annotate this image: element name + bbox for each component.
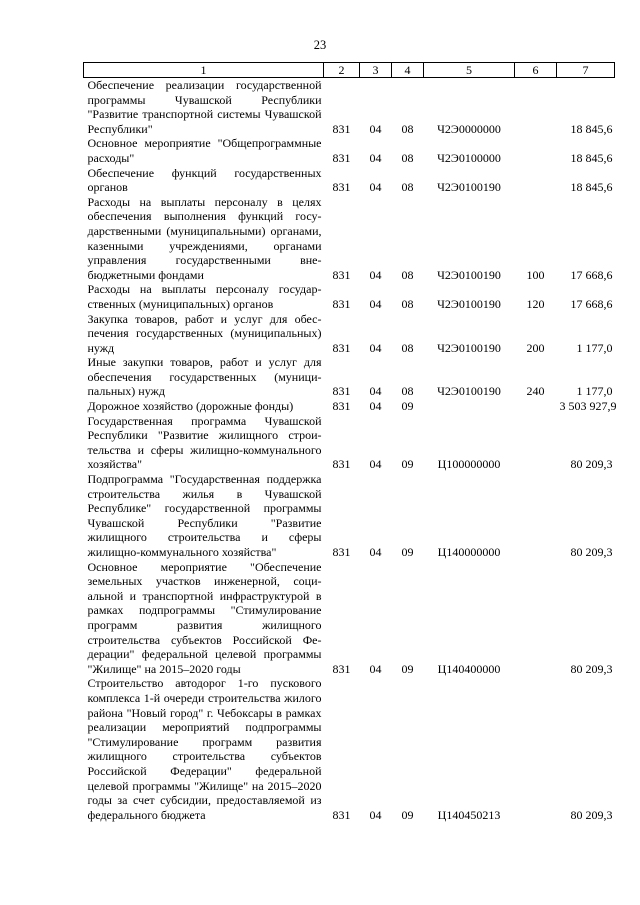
row-target-article: Ч2Э0100190 bbox=[437, 384, 501, 399]
row-amount: 1 177,0 bbox=[576, 384, 613, 399]
row-expense-type bbox=[515, 560, 557, 677]
row-section-code: 04 bbox=[369, 180, 382, 195]
col-header-5: 5 bbox=[424, 63, 515, 78]
row-target-article: Ц140450213 bbox=[437, 807, 501, 822]
row-section-code: 04 bbox=[369, 661, 382, 676]
row-subsection-code: 08 bbox=[401, 384, 414, 399]
row-name: Дорожное хозяйство (дорожные фонды) bbox=[87, 399, 294, 414]
row-name: Расходы на выплаты персоналу государственных (муниципальных) органов bbox=[87, 282, 322, 311]
row-section-code: 04 bbox=[369, 267, 382, 282]
table-row bbox=[84, 399, 615, 414]
row-name: Подпрограмма "Государственная поддержка строительства жилья в Чувашской Республике" государственной программы Чувашской Республики "Развитие жилищного строительства и сферы жилищно-коммунального хозяйства" bbox=[87, 472, 322, 559]
col-header-3: 3 bbox=[360, 63, 392, 78]
col-header-1: 1 bbox=[84, 63, 324, 78]
row-subsection-code: 09 bbox=[401, 545, 414, 559]
row-section-code: 04 bbox=[369, 807, 382, 822]
row-section-code: 04 bbox=[369, 457, 382, 472]
row-target-article: Ц100000000 bbox=[437, 457, 501, 472]
row-target-article: Ч2Э0100000 bbox=[437, 150, 501, 165]
row-section-code: 04 bbox=[369, 340, 382, 355]
row-target-article bbox=[424, 399, 515, 414]
row-amount: 17 668,6 bbox=[570, 296, 613, 311]
table-row bbox=[84, 136, 615, 165]
row-subsection-code: 08 bbox=[401, 121, 414, 136]
row-target-article: Ч2Э0000000 bbox=[437, 121, 501, 136]
row-name: Закупка товаров, работ и услуг для обеспечения государственных (муниципальных) нужд bbox=[87, 311, 322, 355]
row-ministry-code: 831 bbox=[332, 545, 351, 559]
row-target-article: Ц140000000 bbox=[437, 545, 501, 559]
row-section-code: 04 bbox=[369, 150, 382, 165]
row-subsection-code: 08 bbox=[401, 150, 414, 165]
budget-table bbox=[83, 62, 615, 822]
row-section-code: 04 bbox=[369, 384, 382, 399]
table-row bbox=[84, 560, 615, 677]
row-name: Расходы на выплаты персоналу в целях обеспечения выполнения функций государственными (муниципальными) органами, казенными учреждениями, органами управления государственными внебюджетными фондами bbox=[87, 194, 322, 282]
row-amount: 18 845,6 bbox=[570, 150, 613, 165]
row-target-article: Ч2Э0100190 bbox=[437, 267, 501, 282]
table-row bbox=[84, 676, 615, 822]
row-section-code: 04 bbox=[369, 121, 382, 136]
row-ministry-code: 831 bbox=[332, 267, 351, 282]
row-name: Строительство автодорог 1-го пускового комплекса 1-й очереди строительства жилого района "Новый город" г. Чебоксары в рамках реализации мероприятий подпрограммы "Стимулирование программ развития жилищного строительства субъектов Российской Федерации" федеральной целевой программы "Жилище" на 2015–2020 годы за счет субсидии, предоставляемой из федерального бюджета bbox=[87, 676, 322, 822]
row-amount: 18 845,6 bbox=[570, 180, 613, 195]
row-amount: 17 668,6 bbox=[570, 267, 613, 282]
row-amount: 80 209,3 bbox=[570, 457, 613, 472]
row-name: Обеспечение реализации государственной программы Чувашской Республики "Развитие транспортной системы Чувашской Республики" bbox=[87, 78, 322, 136]
row-subsection-code: 08 bbox=[401, 180, 414, 195]
row-ministry-code: 831 bbox=[332, 150, 351, 165]
row-expense-type: 200 bbox=[526, 340, 545, 355]
row-expense-type bbox=[515, 676, 557, 822]
row-ministry-code: 831 bbox=[332, 661, 351, 676]
row-amount: 3 503 927,9 bbox=[559, 399, 617, 414]
row-ministry-code: 831 bbox=[332, 807, 351, 822]
row-section-code: 04 bbox=[369, 296, 382, 311]
row-section-code: 04 bbox=[369, 399, 382, 414]
row-expense-type bbox=[515, 136, 557, 165]
table-row bbox=[84, 78, 615, 137]
row-subsection-code: 08 bbox=[401, 296, 414, 311]
column-number-row bbox=[84, 63, 615, 78]
row-name: Обеспечение функций государственных органов bbox=[87, 165, 322, 195]
row-ministry-code: 831 bbox=[332, 180, 351, 195]
page-number: 23 bbox=[313, 38, 327, 52]
col-header-7: 7 bbox=[557, 63, 615, 78]
row-amount: 80 209,3 bbox=[570, 545, 613, 559]
row-target-article: Ч2Э0100190 bbox=[437, 340, 501, 355]
table-body bbox=[84, 78, 615, 823]
row-ministry-code: 831 bbox=[332, 399, 351, 414]
row-ministry-code: 831 bbox=[332, 121, 351, 136]
col-header-2: 2 bbox=[324, 63, 360, 78]
row-amount: 1 177,0 bbox=[576, 340, 613, 355]
table-row bbox=[84, 312, 615, 356]
row-subsection-code: 08 bbox=[401, 340, 414, 355]
table-row bbox=[84, 166, 615, 195]
row-expense-type: 240 bbox=[526, 384, 545, 399]
row-expense-type bbox=[515, 472, 557, 560]
row-ministry-code: 831 bbox=[332, 457, 351, 472]
row-name: Основное мероприятие "Обеспечение земельных участков инженерной, социальной и транспортной инфраструктурой в рамках подпрограммы "Стимулирование программ развития жилищного строительства субъектов Российской Федерации" федеральной целевой программы "Жилище" на 2015–2020 годы bbox=[87, 559, 322, 676]
row-name: Иные закупки товаров, работ и услуг для обеспечения государственных (муниципальных) нужд bbox=[87, 355, 322, 399]
col-header-4: 4 bbox=[392, 63, 424, 78]
row-name: Основное мероприятие "Общепрограммные расходы" bbox=[87, 136, 322, 165]
row-section-code: 04 bbox=[369, 545, 382, 559]
row-ministry-code: 831 bbox=[332, 384, 351, 399]
row-ministry-code: 831 bbox=[332, 296, 351, 311]
table-row bbox=[84, 282, 615, 311]
row-subsection-code: 09 bbox=[401, 807, 414, 822]
table-row bbox=[84, 355, 615, 399]
row-subsection-code: 09 bbox=[401, 661, 414, 676]
row-expense-type: 120 bbox=[526, 296, 545, 311]
row-amount: 80 209,3 bbox=[570, 807, 613, 822]
row-expense-type bbox=[515, 399, 557, 414]
row-target-article: Ч2Э0100190 bbox=[437, 296, 501, 311]
row-expense-type bbox=[515, 414, 557, 472]
row-subsection-code: 09 bbox=[401, 399, 414, 414]
row-name: Государственная программа Чувашской Республики "Развитие жилищного строительства и сферы жилищно-коммунального хозяйства" bbox=[87, 413, 322, 472]
row-ministry-code: 831 bbox=[332, 340, 351, 355]
row-target-article: Ч2Э0100190 bbox=[437, 180, 501, 195]
table-row bbox=[84, 414, 615, 472]
table-row bbox=[84, 195, 615, 283]
row-subsection-code: 09 bbox=[401, 457, 414, 472]
row-amount: 18 845,6 bbox=[570, 121, 613, 136]
col-header-6: 6 bbox=[515, 63, 557, 78]
row-subsection-code: 08 bbox=[401, 267, 414, 282]
row-target-article: Ц140400000 bbox=[437, 661, 501, 676]
table-row bbox=[84, 472, 615, 560]
row-expense-type bbox=[515, 166, 557, 195]
row-expense-type bbox=[515, 78, 557, 137]
row-expense-type: 100 bbox=[526, 267, 545, 282]
row-amount: 80 209,3 bbox=[570, 661, 613, 676]
